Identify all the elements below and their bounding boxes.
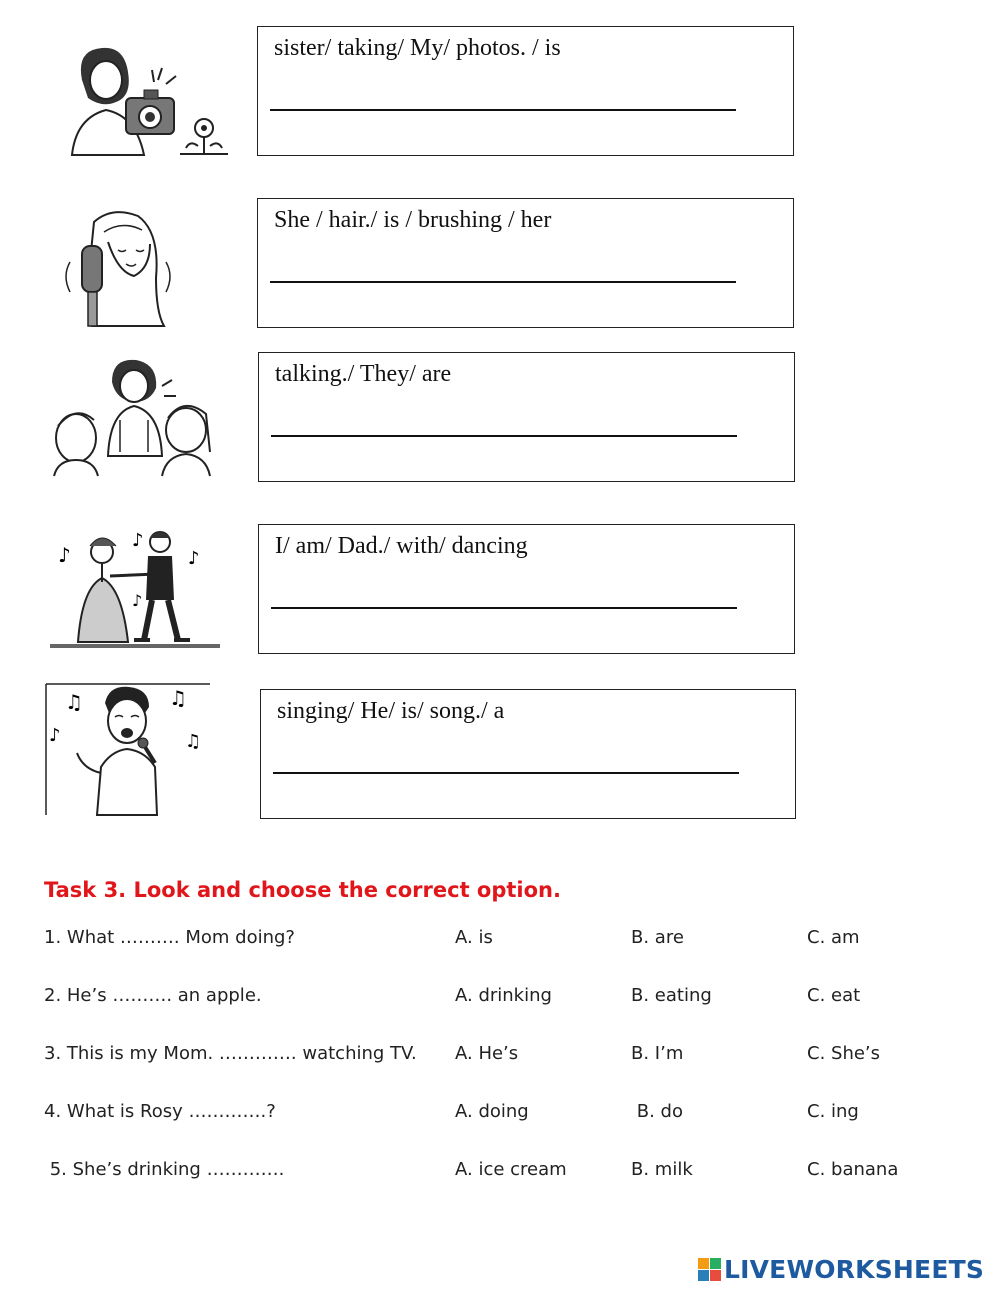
question-1-text: 1. What ………. Mom doing? (44, 927, 295, 948)
exercise-2-answer-line[interactable] (270, 281, 736, 283)
svg-text:♫: ♫ (65, 690, 83, 714)
question-4-text: 4. What is Rosy ………….? (44, 1101, 276, 1122)
liveworksheets-logo-icon (698, 1258, 721, 1281)
question-2-option-b[interactable]: B. eating (631, 985, 712, 1006)
question-1-option-b[interactable]: B. are (631, 927, 684, 948)
exercise-3-answer-line[interactable] (271, 435, 737, 437)
girl-brushing-hair-illustration (52, 202, 182, 330)
svg-text:♫: ♫ (185, 731, 202, 752)
svg-text:♫: ♫ (169, 686, 187, 710)
exercise-3-box (258, 352, 795, 482)
question-2-text: 2. He’s ………. an apple. (44, 985, 262, 1006)
exercise-5-prompt: singing/ He/ is/ song./ a (277, 698, 505, 724)
task3-title: Task 3. Look and choose the correct option. (44, 878, 561, 902)
exercise-4-answer-line[interactable] (271, 607, 737, 609)
exercise-2-prompt: She / hair./ is / brushing / her (274, 207, 552, 233)
exercise-5-box (260, 689, 796, 819)
svg-text:♪: ♪ (132, 591, 143, 610)
question-1-option-a[interactable]: A. is (455, 927, 493, 948)
liveworksheets-logo-text: LIVEWORKSHEETS (724, 1255, 985, 1284)
question-3-text: 3. This is my Mom. …………. watching TV. (44, 1043, 417, 1064)
question-5-option-a[interactable]: A. ice cream (455, 1159, 567, 1180)
couple-dancing-illustration (48, 524, 224, 648)
question-2-option-c[interactable]: C. eat (807, 985, 861, 1006)
svg-text:♪: ♪ (188, 548, 200, 569)
question-3-option-b[interactable]: B. I’m (631, 1043, 684, 1064)
exercise-2-box (257, 198, 794, 328)
svg-text:♪: ♪ (132, 530, 144, 551)
question-5-option-c[interactable]: C. banana (807, 1159, 899, 1180)
exercise-4-box (258, 524, 795, 654)
question-4-option-a[interactable]: A. doing (455, 1101, 529, 1122)
boy-singing-illustration (45, 683, 211, 816)
exercise-5-answer-line[interactable] (273, 772, 739, 774)
exercise-4-prompt: I/ am/ Dad./ with/ dancing (275, 533, 528, 559)
question-2-option-a[interactable]: A. drinking (455, 985, 552, 1006)
people-talking-illustration (50, 356, 220, 478)
question-4-option-c[interactable]: C. ing (807, 1101, 859, 1122)
svg-text:♪: ♪ (58, 543, 71, 567)
exercise-1-prompt: sister/ taking/ My/ photos. / is (274, 35, 561, 61)
exercise-3-prompt: talking./ They/ are (275, 361, 452, 387)
question-5-option-b[interactable]: B. milk (631, 1159, 693, 1180)
exercise-1-box (257, 26, 794, 156)
question-5-text: 5. She’s drinking …………. (44, 1159, 285, 1180)
question-4-option-b[interactable]: B. do (631, 1101, 683, 1122)
svg-text:♪: ♪ (49, 725, 61, 746)
girl-taking-photo-illustration (62, 40, 232, 160)
liveworksheets-logo (698, 1255, 984, 1284)
question-3-option-a[interactable]: A. He’s (455, 1043, 519, 1064)
question-1-option-c[interactable]: C. am (807, 927, 860, 948)
exercise-1-answer-line[interactable] (270, 109, 736, 111)
question-3-option-c[interactable]: C. She’s (807, 1043, 881, 1064)
